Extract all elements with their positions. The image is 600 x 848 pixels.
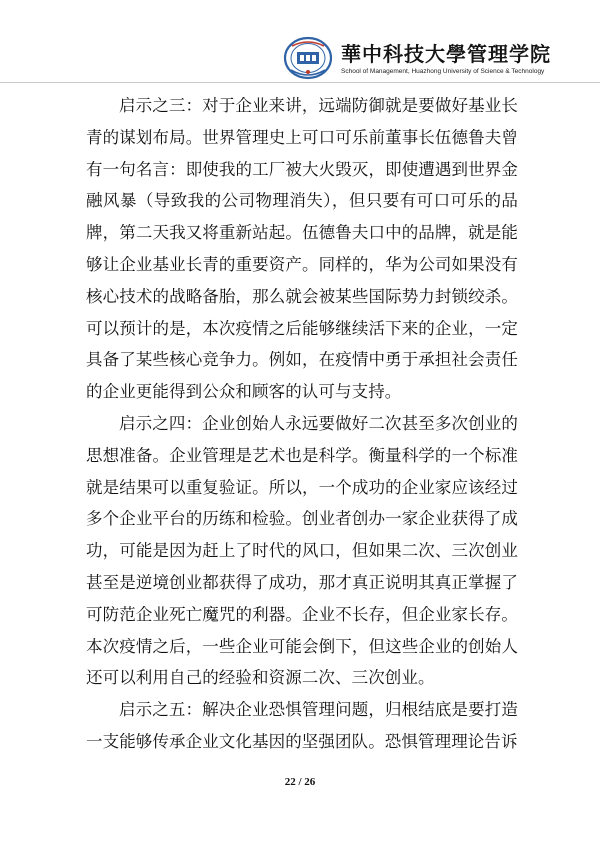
document-body — [86, 90, 518, 758]
page-header — [0, 0, 600, 86]
paragraph-insight-five: 启示之五：解决企业恐惧管理问题，归根结底是要打造一支能够传承企业文化基因的坚强团队。恐惧管理理论告诉 — [86, 700, 518, 751]
school-name-english: School of Management, Huazhong University of Science & Technology — [341, 68, 545, 75]
hust-school-emblem-icon — [283, 36, 333, 80]
paragraph-insight-four: 启示之四：企业创始人永远要做好二次甚至多次创业的思想准备。企业管理是艺术也是科学。衡量科学的一个标准就是结果可以重复验证。所以，一个成功的企业家应该经过多个企业平台的历练和检验。创业者创办一家企业获得了成功，可能是因为赶上了时代的风口，但如果二次、三次创业甚至是逆境创业都获得了成功，那才真正说明其真正掌握了可防范企业死亡魔咒的利器。企业不长存，但企业家长存。本次疫情之后，一些企业可能会倒下，但这些企业的创始人还可以利用自己的经验和资源二次、三次创业。 — [86, 413, 518, 688]
header-divider — [0, 82, 600, 83]
school-name-chinese: 華中科技大學管理学院 — [341, 42, 551, 66]
paragraph-insight-three: 启示之三：对于企业来讲，远端防御就是要做好基业长青的谋划布局。世界管理史上可口可乐前董事长伍德鲁夫曾有一句名言：即使我的工厂被大火毁灭，即使遭遇到世界金融风暴（导致我的公司物理消失），但只要有可口可乐的品牌，第二天我又将重新站起。伍德鲁夫口中的品牌，就是能够让企业基业长青的重要资产。同样的，华为公司如果没有核心技术的战略备胎，那么就会被某些国际势力封锁绞杀。可以预计的是，本次疫情之后能够继续活下来的企业，一定具备了某些核心竞争力。例如，在疫情中勇于承担社会责任的企业更能得到公众和顾客的认可与支持。 — [86, 96, 518, 402]
page-number: 22 / 26 — [284, 776, 316, 788]
